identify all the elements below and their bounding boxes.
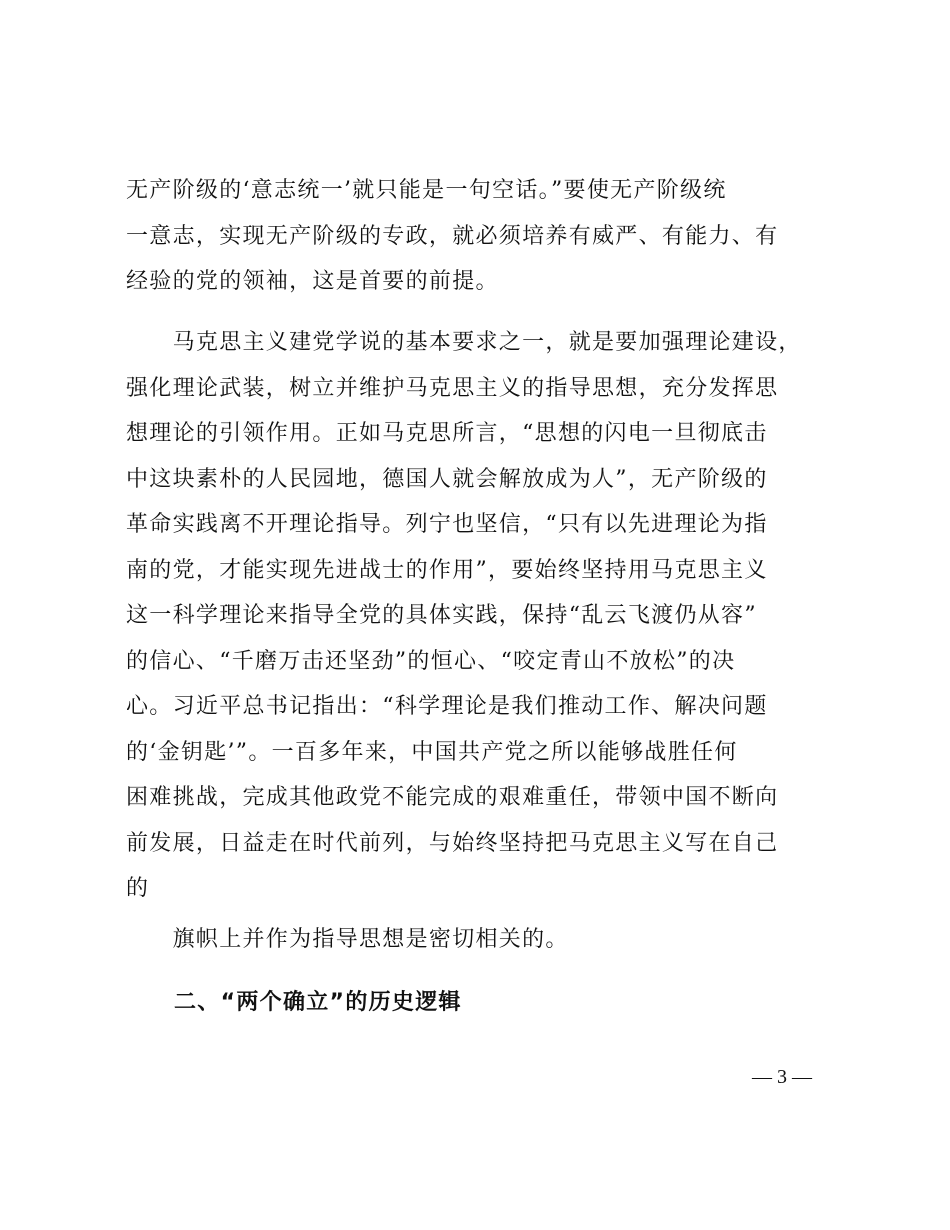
text-line: 前发展，日益走在时代前列，与始终坚持把马克思主义写在自己 xyxy=(126,830,779,856)
section-heading: 二、“两个确立”的历史逻辑 xyxy=(174,990,462,1015)
text-line: 南的党，才能实现先进战士的作用”，要始终坚持用马克思主义 xyxy=(126,557,768,583)
text-line: 的‘金钥匙’”。一百多年来，中国共产党之所以能够战胜任何 xyxy=(126,739,738,765)
text-line: 困难挑战，完成其他政党不能完成的艰难重任，带领中国不断向 xyxy=(126,785,779,810)
text-line: 无产阶级的‘意志统一’就只能是一句空话。”要使无产阶级统 xyxy=(126,178,727,203)
text-line: 革命实践离不开理论指导。列宁也坚信，“只有以先进理论为指 xyxy=(126,512,768,537)
text-line: 经验的党的领袖，这是首要的前提。 xyxy=(126,269,499,294)
text-line: 强化理论武装，树立并维护马克思主义的指导思想，充分发挥思 xyxy=(126,375,779,401)
paragraph-theory-building xyxy=(126,320,832,912)
text-line: 一意志，实现无产阶级的专政，就必须培养有威严、有能力、有 xyxy=(126,223,779,249)
text-line: 想理论的引领作用。正如马克思所言，“思想的闪电一旦彻底击 xyxy=(126,421,768,446)
text-line: 心。习近平总书记指出：“科学理论是我们推动工作、解决问题 xyxy=(126,694,768,719)
text-line: 中这块素朴的人民园地，德国人就会解放成为人”，无产阶级的 xyxy=(126,466,768,492)
text-line: 的 xyxy=(126,876,150,901)
text-line: 旗帜上并作为指导思想是密切相关的。 xyxy=(126,927,569,952)
text-line: 这一科学理论来指导全党的具体实践，保持“乱云飞渡仍从容” xyxy=(126,603,757,628)
text-line: 的信心、“千磨万击还坚劲”的恒心、“咬定青山不放松”的决 xyxy=(126,648,736,674)
paragraph-continuation xyxy=(126,168,832,305)
page-number: — 3 — xyxy=(752,1066,812,1088)
paragraph-banner xyxy=(126,917,832,963)
text-line: 马克思主义建党学说的基本要求之一，就是要加强理论建设， xyxy=(126,330,802,355)
